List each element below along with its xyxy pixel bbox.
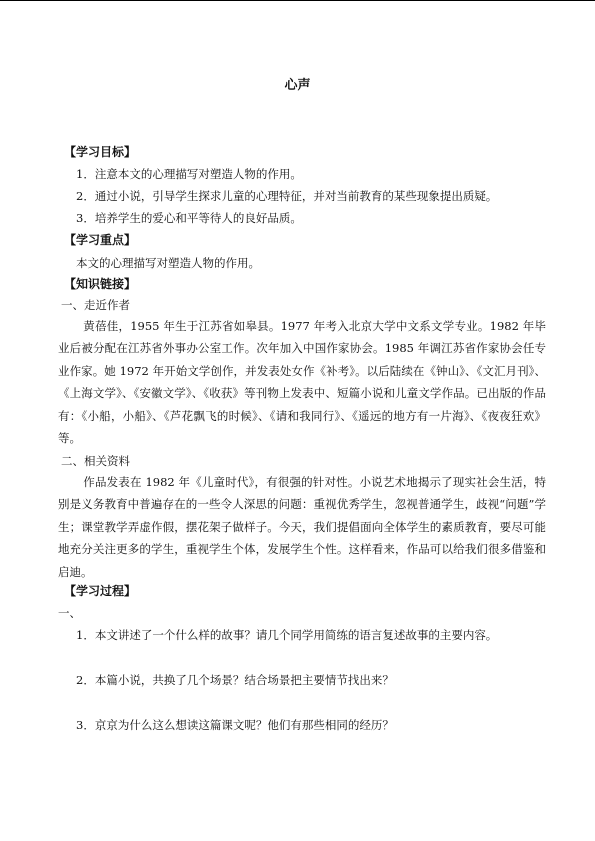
subheading-author: 一、走近作者: [61, 298, 130, 312]
question-2: 2．本篇小说，共换了几个场景？结合场景把主要情节找出来？: [76, 673, 394, 687]
materials-paragraph: 作品发表在 1982 年《儿童时代》，有很强的针对性。小说艺术地揭示了现实社会生活，特别是义务教育中普遍存在的一些令人深思的问题：重视优秀学生，忽视普通学生，歧视“问题”学生；课堂教学弄虚作假，摆花架子做样子。今天，我们提倡面向全体学生的素质教育，要尽可能地充分关注更多的学生，重视学生个体，发展学生个性。这样看来，作品可以给我们很多借鉴和启迪。: [58, 475, 546, 579]
knowledge-heading: 【知识链接】: [64, 277, 137, 291]
goals-heading: 【学习目标】: [64, 145, 137, 159]
question-3: 3．京京为什么这么想读这篇课文呢？他们有那些相同的经历？: [76, 718, 394, 732]
goal-item-3: 3．培养学生的爱心和平等待人的良好品质。: [76, 211, 302, 225]
focus-heading: 【学习重点】: [64, 233, 137, 247]
page-title: 心声: [284, 78, 311, 93]
subheading-materials: 二、相关资料: [61, 454, 130, 468]
question-1: 1．本文讲述了一个什么样的故事？请几个同学用简练的语言复述故事的主要内容。: [76, 628, 498, 642]
process-part-one: 一、: [58, 606, 81, 620]
goal-item-2: 2．通过小说，引导学生探求儿童的心理特征，并对当前教育的某些现象提出质疑。: [76, 189, 498, 203]
process-heading: 【学习过程】: [64, 584, 137, 598]
author-paragraph: 黄蓓佳，1955 年生于江苏省如皋县。1977 年考入北京大学中文系文学专业。1982 年毕业后被分配在江苏省外事办公室工作。次年加入中国作家协会。1985 年调江苏省作家协会任专业作家。她 1972 年开始文学创作，并发表处女作《补考》。以后陆续在《钟山》、《文汇月刊》、《上海文学》、《安徽文学》、《收获》等刊物上发表中、短篇小说和儿童文学作品。已出版的作品有：《小船，小船》、《芦花飘飞的时候》、《请和我同行》、《遥远的地方有一片海》、《夜夜狂欢》等。: [58, 319, 546, 446]
top-rule: [0, 0, 595, 1]
goal-item-1: 1．注意本文的心理描写对塑造人物的作用。: [76, 167, 302, 181]
focus-text: 本文的心理描写对塑造人物的作用。: [76, 256, 260, 270]
